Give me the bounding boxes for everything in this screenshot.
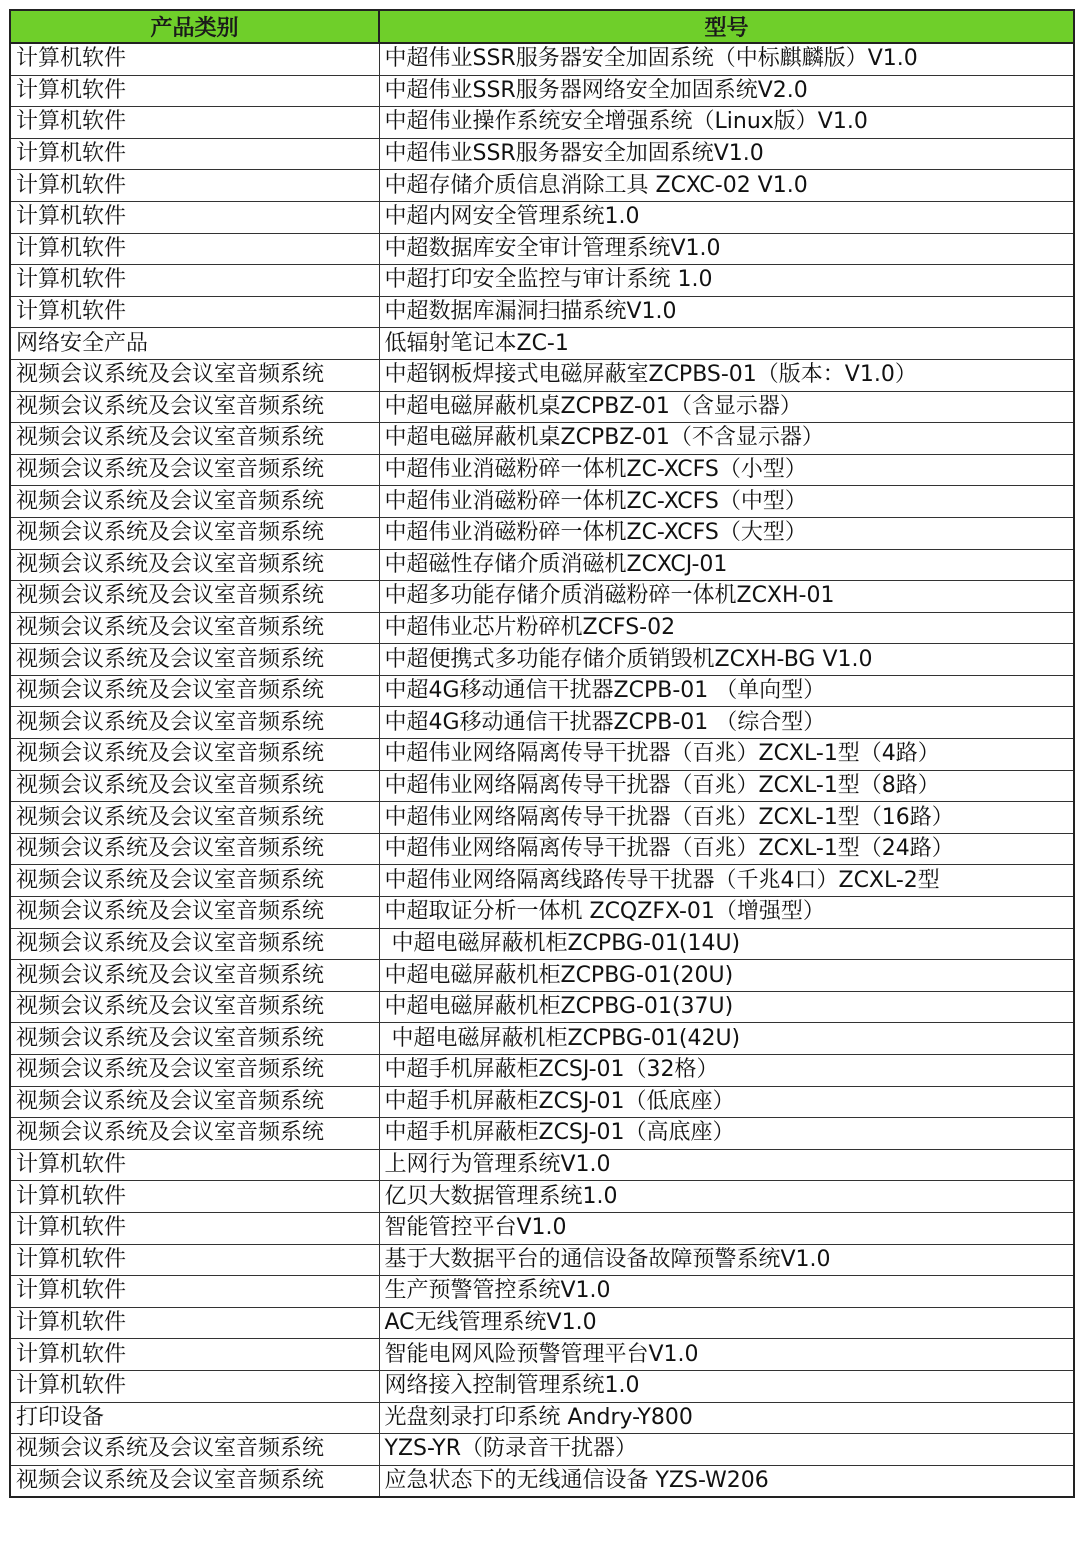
- cell-model: 中超伟业网络隔离传导干扰器（百兆）ZCXL-1型（8路）: [379, 770, 1074, 802]
- cell-category: 视频会议系统及会议室音频系统: [10, 833, 379, 865]
- table-row: [10, 770, 1074, 802]
- table-row: [10, 359, 1074, 391]
- table-row: [10, 1055, 1074, 1087]
- table-row: [10, 581, 1074, 613]
- cell-category: 计算机软件: [10, 1212, 379, 1244]
- cell-category: 视频会议系统及会议室音频系统: [10, 391, 379, 423]
- product-table: [9, 9, 1075, 1498]
- cell-category: 视频会议系统及会议室音频系统: [10, 1465, 379, 1497]
- table-row: [10, 865, 1074, 897]
- cell-category: 视频会议系统及会议室音频系统: [10, 454, 379, 486]
- table-row: [10, 391, 1074, 423]
- cell-model: 生产预警管控系统V1.0: [379, 1276, 1074, 1308]
- cell-model: 中超伟业消磁粉碎一体机ZC-XCFS（小型）: [379, 454, 1074, 486]
- cell-category: 计算机软件: [10, 43, 379, 75]
- table-row: [10, 1307, 1074, 1339]
- cell-model: 中超电磁屏蔽机柜ZCPBG-01(37U): [379, 991, 1074, 1023]
- cell-model: 亿贝大数据管理系统1.0: [379, 1181, 1074, 1213]
- table-row: [10, 1181, 1074, 1213]
- table-row: [10, 991, 1074, 1023]
- cell-model: 中超伟业SSR服务器安全加固系统V1.0: [379, 138, 1074, 170]
- table-row: [10, 1339, 1074, 1371]
- cell-category: 视频会议系统及会议室音频系统: [10, 739, 379, 771]
- cell-model: 中超内网安全管理系统1.0: [379, 201, 1074, 233]
- cell-model: 中超手机屏蔽柜ZCSJ-01（高底座）: [379, 1118, 1074, 1150]
- table-row: [10, 707, 1074, 739]
- cell-model: 中超伟业网络隔离传导干扰器（百兆）ZCXL-1型（4路）: [379, 739, 1074, 771]
- cell-model: 中超伟业芯片粉碎机ZCFS-02: [379, 612, 1074, 644]
- cell-category: 计算机软件: [10, 1370, 379, 1402]
- cell-model: 中超手机屏蔽柜ZCSJ-01（低底座）: [379, 1086, 1074, 1118]
- product-table-container: [9, 9, 1073, 1498]
- cell-category: 计算机软件: [10, 1339, 379, 1371]
- cell-model: 中超电磁屏蔽机桌ZCPBZ-01（含显示器）: [379, 391, 1074, 423]
- table-row: [10, 928, 1074, 960]
- cell-category: 视频会议系统及会议室音频系统: [10, 897, 379, 929]
- cell-category: 视频会议系统及会议室音频系统: [10, 707, 379, 739]
- cell-category: 视频会议系统及会议室音频系统: [10, 770, 379, 802]
- cell-category: 视频会议系统及会议室音频系统: [10, 960, 379, 992]
- cell-model: 中超伟业网络隔离传导干扰器（百兆）ZCXL-1型（16路）: [379, 802, 1074, 834]
- cell-category: 视频会议系统及会议室音频系统: [10, 644, 379, 676]
- cell-category: 视频会议系统及会议室音频系统: [10, 1055, 379, 1087]
- cell-model: 中超数据库漏洞扫描系统V1.0: [379, 296, 1074, 328]
- table-row: [10, 296, 1074, 328]
- cell-model: 中超电磁屏蔽机柜ZCPBG-01(20U): [379, 960, 1074, 992]
- cell-category: 计算机软件: [10, 1181, 379, 1213]
- cell-model: 中超4G移动通信干扰器ZCPB-01 （综合型）: [379, 707, 1074, 739]
- cell-category: 计算机软件: [10, 233, 379, 265]
- table-row: [10, 233, 1074, 265]
- cell-category: 计算机软件: [10, 1149, 379, 1181]
- cell-category: 打印设备: [10, 1402, 379, 1434]
- cell-category: 视频会议系统及会议室音频系统: [10, 1434, 379, 1466]
- cell-category: 网络安全产品: [10, 328, 379, 360]
- cell-model: AC无线管理系统V1.0: [379, 1307, 1074, 1339]
- table-row: [10, 1276, 1074, 1308]
- cell-model: 应急状态下的无线通信设备 YZS-W206: [379, 1465, 1074, 1497]
- cell-model: 中超伟业SSR服务器安全加固系统（中标麒麟版）V1.0: [379, 43, 1074, 75]
- table-row: [10, 675, 1074, 707]
- cell-model: 中超伟业网络隔离传导干扰器（百兆）ZCXL-1型（24路）: [379, 833, 1074, 865]
- cell-model: 智能电网风险预警管理平台V1.0: [379, 1339, 1074, 1371]
- cell-category: 计算机软件: [10, 1276, 379, 1308]
- table-row: [10, 1023, 1074, 1055]
- table-row: [10, 1086, 1074, 1118]
- table-row: [10, 328, 1074, 360]
- cell-category: 视频会议系统及会议室音频系统: [10, 486, 379, 518]
- cell-category: 视频会议系统及会议室音频系统: [10, 1023, 379, 1055]
- cell-category: 计算机软件: [10, 296, 379, 328]
- cell-model: 基于大数据平台的通信设备故障预警系统V1.0: [379, 1244, 1074, 1276]
- cell-category: 计算机软件: [10, 170, 379, 202]
- table-row: [10, 644, 1074, 676]
- header-category: 产品类别: [10, 10, 379, 43]
- cell-model: 中超伟业操作系统安全增强系统（Linux版）V1.0: [379, 107, 1074, 139]
- cell-model: 中超打印安全监控与审计系统 1.0: [379, 265, 1074, 297]
- table-row: [10, 802, 1074, 834]
- table-body: [10, 43, 1074, 1497]
- table-row: [10, 1244, 1074, 1276]
- table-row: [10, 739, 1074, 771]
- table-row: [10, 833, 1074, 865]
- cell-model: 上网行为管理系统V1.0: [379, 1149, 1074, 1181]
- table-row: [10, 75, 1074, 107]
- cell-model: 中超伟业网络隔离线路传导干扰器（千兆4口）ZCXL-2型: [379, 865, 1074, 897]
- cell-model: 中超电磁屏蔽机柜ZCPBG-01(14U): [379, 928, 1074, 960]
- cell-model: 中超存储介质信息消除工具 ZCXC-02 V1.0: [379, 170, 1074, 202]
- cell-model: 中超伟业消磁粉碎一体机ZC-XCFS（大型）: [379, 517, 1074, 549]
- cell-category: 视频会议系统及会议室音频系统: [10, 423, 379, 455]
- cell-model: YZS-YR（防录音干扰器）: [379, 1434, 1074, 1466]
- cell-category: 计算机软件: [10, 265, 379, 297]
- table-row: [10, 423, 1074, 455]
- table-row: [10, 201, 1074, 233]
- cell-model: 智能管控平台V1.0: [379, 1212, 1074, 1244]
- table-row: [10, 517, 1074, 549]
- table-row: [10, 1149, 1074, 1181]
- table-row: [10, 107, 1074, 139]
- table-row: [10, 897, 1074, 929]
- cell-category: 视频会议系统及会议室音频系统: [10, 802, 379, 834]
- cell-model: 网络接入控制管理系统1.0: [379, 1370, 1074, 1402]
- table-row: [10, 1370, 1074, 1402]
- cell-category: 视频会议系统及会议室音频系统: [10, 612, 379, 644]
- cell-category: 视频会议系统及会议室音频系统: [10, 581, 379, 613]
- cell-category: 视频会议系统及会议室音频系统: [10, 517, 379, 549]
- table-row: [10, 612, 1074, 644]
- cell-category: 视频会议系统及会议室音频系统: [10, 359, 379, 391]
- table-row: [10, 454, 1074, 486]
- cell-model: 光盘刻录打印系统 Andry-Y800: [379, 1402, 1074, 1434]
- table-row: [10, 1118, 1074, 1150]
- table-row: [10, 1212, 1074, 1244]
- cell-category: 计算机软件: [10, 138, 379, 170]
- cell-category: 视频会议系统及会议室音频系统: [10, 991, 379, 1023]
- cell-model: 中超数据库安全审计管理系统V1.0: [379, 233, 1074, 265]
- cell-model: 中超钢板焊接式电磁屏蔽室ZCPBS-01（版本：V1.0）: [379, 359, 1074, 391]
- cell-category: 视频会议系统及会议室音频系统: [10, 928, 379, 960]
- table-row: [10, 549, 1074, 581]
- cell-model: 中超磁性存储介质消磁机ZCXCJ-01: [379, 549, 1074, 581]
- table-row: [10, 1402, 1074, 1434]
- cell-model: 中超4G移动通信干扰器ZCPB-01 （单向型）: [379, 675, 1074, 707]
- cell-category: 视频会议系统及会议室音频系统: [10, 865, 379, 897]
- table-row: [10, 1465, 1074, 1497]
- table-row: [10, 138, 1074, 170]
- table-row: [10, 486, 1074, 518]
- cell-category: 计算机软件: [10, 75, 379, 107]
- cell-category: 视频会议系统及会议室音频系统: [10, 549, 379, 581]
- cell-model: 中超伟业SSR服务器网络安全加固系统V2.0: [379, 75, 1074, 107]
- cell-category: 计算机软件: [10, 107, 379, 139]
- header-model: 型号: [379, 10, 1074, 43]
- cell-model: 中超电磁屏蔽机桌ZCPBZ-01（不含显示器）: [379, 423, 1074, 455]
- cell-category: 计算机软件: [10, 1244, 379, 1276]
- cell-model: 中超取证分析一体机 ZCQZFX-01（增强型）: [379, 897, 1074, 929]
- cell-category: 视频会议系统及会议室音频系统: [10, 1086, 379, 1118]
- table-row: [10, 1434, 1074, 1466]
- cell-model: 中超伟业消磁粉碎一体机ZC-XCFS（中型）: [379, 486, 1074, 518]
- cell-model: 低辐射笔记本ZC-1: [379, 328, 1074, 360]
- cell-category: 计算机软件: [10, 201, 379, 233]
- cell-model: 中超电磁屏蔽机柜ZCPBG-01(42U): [379, 1023, 1074, 1055]
- table-row: [10, 960, 1074, 992]
- cell-model: 中超多功能存储介质消磁粉碎一体机ZCXH-01: [379, 581, 1074, 613]
- cell-category: 计算机软件: [10, 1307, 379, 1339]
- cell-category: 视频会议系统及会议室音频系统: [10, 675, 379, 707]
- table-header-row: [10, 10, 1074, 43]
- cell-category: 视频会议系统及会议室音频系统: [10, 1118, 379, 1150]
- cell-model: 中超手机屏蔽柜ZCSJ-01（32格）: [379, 1055, 1074, 1087]
- table-row: [10, 43, 1074, 75]
- cell-model: 中超便携式多功能存储介质销毁机ZCXH-BG V1.0: [379, 644, 1074, 676]
- table-row: [10, 170, 1074, 202]
- table-row: [10, 265, 1074, 297]
